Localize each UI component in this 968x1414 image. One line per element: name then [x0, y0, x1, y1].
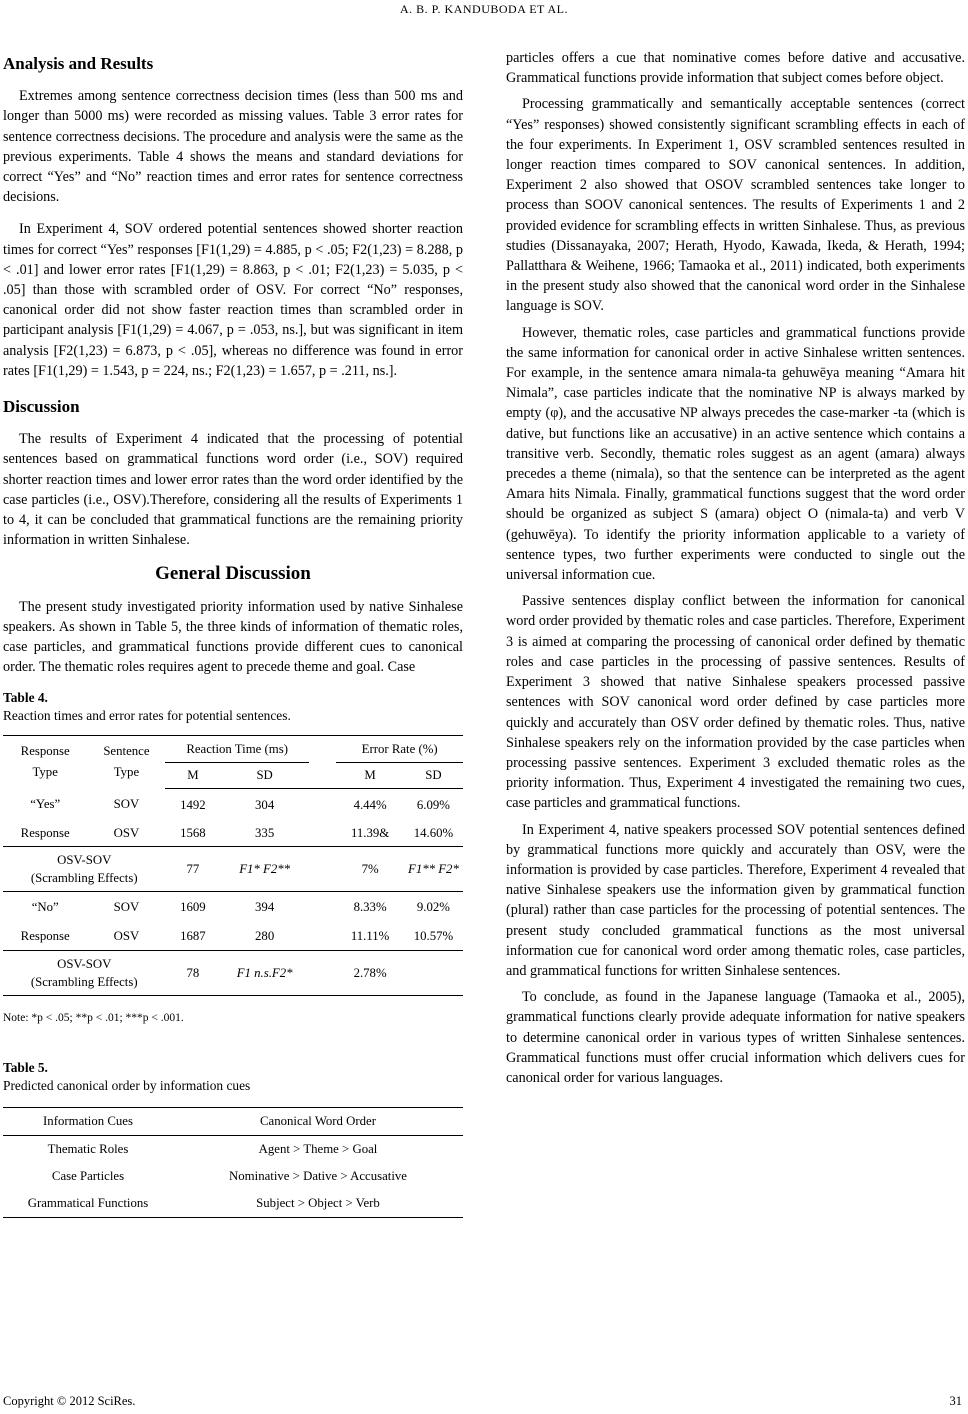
th-sd-rt: SD: [220, 762, 309, 788]
th-m-rt: M: [165, 762, 220, 788]
right-paragraph-1: particles offers a cue that nominative comes before dative and accusative. Grammatical functions provide information that subject comes before object.: [506, 50, 965, 87]
th-sentence-type: Type: [113, 765, 140, 780]
analysis-paragraph-2: In Experiment 4, SOV ordered potential sentences showed shorter reaction times for correct “Yes” responses [F1(1,29) = 4.885, p < .05; F2(1,23) = 8.288, p < .01] and lower error rates [F1(1,29) = 8.863, p < .01; F2(1,23) = 5.035, p < .05] than those with scrambled order of OSV. For correct “No” responses, canonical order did not show faster reaction times than scrambled order in participant analysis [F1(1,29) = 4.067, p = .053, ns.], but was significant in item analysis [F2(1,23) = 6.873, p < .05], whereas no difference was found in error rates [F1(1,29) = 1.543, p = 224, ns.; F2(1,23) = 1.657, p = .211, ns.].: [3, 221, 463, 379]
table5-title: Predicted canonical order by information cues: [3, 1077, 251, 1093]
general-discussion-heading: General Discussion: [155, 563, 311, 585]
th-information-cues: Information Cues: [3, 1107, 173, 1135]
left-column: [3, 46, 463, 1218]
table-row: Grammatical Functions Subject > Object > Verb: [3, 1190, 463, 1218]
th-reaction-time: Reaction Time (ms): [165, 736, 308, 762]
right-paragraph-3: However, thematic roles, case particles and grammatical functions provide the same information for canonical order in active Sinhalese written sentences. For example, in the sentence amara nimala-ta gehuwēya meaning “Amara hit Nimala”, case particles indicate that the nominative NP is always marked by empty (φ), and the accusative NP always precedes the case-marker -ta (which is dative, but functions like an accusative) in an active sentence which contains a transitive verb. Secondly, thematic roles suggest as an agent (amara) always precedes a theme (nimala), so that the sentence can be interpreted as the agent Amara hits Nimala. Finally, grammatical functions suggest that the word order should be organized as subject S (amara) object O (nimala-ta) and verb V (gehuwēya). To identify the priority information applicable to a variety of sentence types, two further experiments were conducted to single out the universal information cue.: [506, 324, 965, 584]
general-discussion-paragraph: The present study investigated priority information used by native Sinhalese speakers. As shown in Table 5, the three kinds of information of thematic roles, case particles, and grammatical functions provide different cues to canonical order. The thematic roles requires agent to precede theme and goal. Case: [3, 598, 463, 676]
th-response-type: Type: [32, 765, 58, 780]
table5: [3, 1107, 463, 1218]
th-sentence: Sentence: [103, 744, 150, 759]
th-canonical-order: Canonical Word Order: [173, 1107, 463, 1135]
table4-label: Table 4.: [3, 690, 48, 706]
table-row: Response OSV 1568 335 11.39& 14.60%: [3, 820, 463, 847]
table5-label: Table 5.: [3, 1059, 48, 1075]
th-m-er: M: [336, 762, 404, 788]
table-row: “Yes” SOV 1492 304 4.44% 6.09%: [30, 797, 450, 812]
copyright: Copyright © 2012 SciRes.: [3, 1394, 136, 1408]
table4-caption: [3, 689, 463, 725]
table4: [3, 735, 463, 996]
table-row-difference: OSV-SOV (Scrambling Effects) 77 F1* F2** 7% F1** F2*: [3, 847, 463, 892]
th-response: Response: [20, 744, 70, 759]
right-paragraph-2: Processing grammatically and semantically acceptable sentences (correct “Yes” responses) showed consistently significant scrambling effects in each of the four experiments. In Experiment 1, OSV scrambled sentences resulted in longer reaction times compared to SOV canonical sentences. In addition, Experiment 2 also showed that OSOV scrambled sentences take longer to process than SOOV canonical sentences. The results of Experiments 1 and 2 provided evidence for scrambling effects in written Sinhalese. Thus, as previous studies (Dissanayaka, 2007; Herath, Hyodo, Kawada, Ikeda, & Herath, 1994; Pallatthara & Weihene, 1966; Tamaoka et al., 2011) indicated, both experiments in the present study also showed that the canonical word order in the Sinhalese language is SOV.: [506, 96, 965, 315]
page-number: 31: [949, 1394, 962, 1408]
table-row: Case Particles Nominative > Dative > Accusative: [51, 1169, 407, 1184]
th-sd-er: SD: [404, 762, 463, 788]
analysis-heading: Analysis and Results: [3, 54, 154, 73]
analysis-paragraph-1: Extremes among sentence correctness decision times (less than 500 ms and longer than 5000 ms) were recorded as missing values. Table 3 error rates for sentence correctness decisions. The procedure and analysis were the same as the previous experiments. Table 4 shows the means and standard deviations for correct “Yes” and “No” reaction times and error rates for sentence correctness decisions.: [3, 88, 463, 206]
th-error-rate: Error Rate (%): [336, 736, 463, 762]
table-row: Thematic Roles Agent > Theme > Goal: [47, 1142, 378, 1157]
table-row: “No” SOV 1609 394 8.33% 9.02%: [31, 900, 450, 915]
right-paragraph-6: To conclude, as found in the Japanese language (Tamaoka et al., 2005), grammatical functions clearly provide adequate information for native speakers to determine canonical order in various types of written Sinhalese sentences. Grammatical functions must offer crucial information which delivers cues for canonical order for various languages.: [506, 989, 965, 1086]
table5-caption: [3, 1059, 463, 1095]
table4-title: Reaction times and error rates for potential sentences.: [3, 708, 291, 724]
discussion-heading: Discussion: [3, 397, 80, 417]
right-column: [506, 48, 965, 1088]
right-paragraph-5: In Experiment 4, native speakers processed SOV potential sentences defined by grammatical functions more quickly and accurately than OSV, were the information is provided by case particles. Therefore, Experiment 4 revealed that native Sinhalese speakers use the information given by grammatical function (plural) rather than case particles for the processing of potential sentences. The present study concluded grammatical functions as the most universal information cue for canonical word order among thematic roles, case particles, and grammatical functions for written Sinhalese sentences.: [506, 821, 965, 979]
table-row: Response OSV 1687 280 11.11% 10.57%: [3, 922, 463, 951]
table4-note: Note: *p < .05; **p < .01; ***p < .001.: [3, 1012, 184, 1025]
discussion-paragraph: The results of Experiment 4 indicated that the processing of potential sentences based on grammatical functions word order (i.e., SOV) required shorter reaction times and lower error rates than the word order identified by the case particles (i.e., OSV).Therefore, considering all the results of Experiments 1 to 4, it can be concluded that grammatical functions are the remaining priority information in written Sinhalese.: [3, 431, 463, 549]
right-paragraph-4: Passive sentences display conflict between the information for canonical word order provided by thematic roles and case particles. Therefore, Experiment 3 is aimed at comparing the processing of canonical order defined by thematic roles and case particles in the processing of passive sentences. Results of Experiment 3 showed that native Sinhalese speakers processed passive sentences with SOV canonical word order defined by case particles more quickly and accurately than OSV order defined by thematic roles. Thus, native Sinhalese speakers rely on the information provided by the case particles when processing passive sentences. Experiment 3 excluded thematic roles as the priority information. Thus, Experiment 4 investigated the remaining two cues, case particles and grammatical functions.: [506, 593, 965, 812]
table-row-difference: OSV-SOV (Scrambling Effects) 78 F1 n.s.F2* 2.78%: [3, 951, 463, 996]
running-head: A. B. P. KANDUBODA ET AL.: [400, 2, 568, 16]
